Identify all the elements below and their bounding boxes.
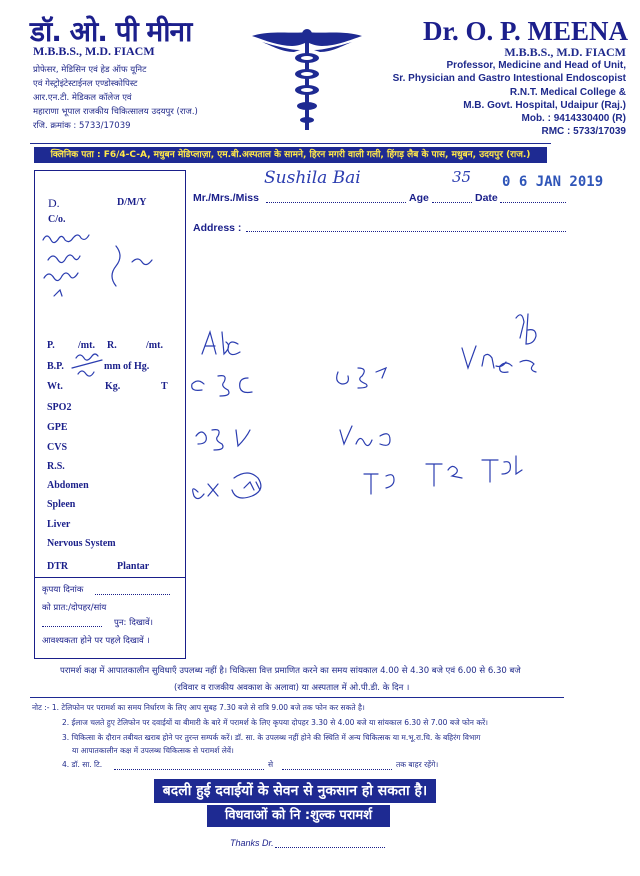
thanks-label: Thanks Dr. [230,838,274,848]
pulse-unit: /mt. [78,340,95,351]
plantar-label: Plantar [117,561,150,572]
english-line-3: R.N.T. Medical College & [509,87,626,98]
rs-label: R.S. [47,461,65,472]
date-stamp: 0 6 JAN 2019 [502,174,604,190]
resp-unit: /mt. [146,340,163,351]
clinic-address-bar: क्लिनिक पता : F6/4-C-A, मधुबन मेडिप्लाज़ा, एम.बी.अस्पताल के सामने, हिरन मगरी वाली गली, हिंगड़ लैब के पास, मधुबन, उदयपुर (राज.) [34,147,547,163]
hindi-line-3: आर.एन.टी. मेडिकल कॉलेज एवं [33,93,132,103]
liver-label: Liver [47,519,71,530]
hindi-degrees: M.B.B.S., M.D. FIACM [33,44,155,58]
rmc-number: RMC : 5733/17039 [541,126,626,137]
address-label: Address : [193,222,242,234]
note-4-to: तक बाहर रहेंगे। [396,760,439,769]
english-doctor-name: Dr. O. P. MEENA [422,16,628,46]
co-label: C/o. [48,214,66,225]
free-consultation-banner: विधवाओं को नि :शुल्क परामर्श [207,805,390,827]
hindi-line-5: रजि. क्रमांक : 5733/17039 [33,121,131,131]
age-field[interactable] [432,202,472,203]
handwritten-age: 35 [452,168,472,186]
followup-show-label: पुन: दिखावें। [114,618,153,628]
handwritten-bp [68,350,108,386]
date-field-label: Date [475,192,498,204]
address-field[interactable] [246,231,566,232]
dtr-label: DTR [47,561,69,572]
date-label: D. [48,196,60,210]
emergency-note-2: (रविवार व राजकीय अवकाश के अलावा) या अस्पताल में ओ.पी.डी. के दिन । [174,683,410,693]
date-field[interactable] [500,202,566,203]
hindi-line-4: महाराणा भूपाल राजकीय चिकित्सालय उदयपुर (राज.) [33,107,198,117]
divider [34,577,186,578]
nervous-system-label: Nervous System [47,538,116,549]
bp-label: B.P. [47,361,64,372]
caduceus-icon [248,24,366,136]
gpe-label: GPE [47,422,68,433]
handwritten-patient-name: Sushila Bai [264,168,361,188]
age-label: Age [409,192,429,204]
followup-time-label: को प्रात:/दोपहर/सांय [42,603,107,613]
note-3: 3. चिकित्सा के दौरान तबीयत खराब होने पर तुरन्त सम्पर्क करें। डॉ. सा. के उपलब्ध नहीं होने की स्थिति में अन्य चिकित्सक या म.भू.रा.चि. के बहिरंग विभाग [62,733,481,742]
pulse-label: P. [47,340,55,351]
temp-label: T [161,381,168,392]
followup-need-label: आवश्यकता होने पर पहले दिखावें । [42,636,150,646]
date-format-label: D/M/Y [117,197,147,208]
note-4-from-line[interactable] [114,769,264,770]
note-4-label: 4. डॉ. सा. टि. [62,760,103,769]
followup-date-label: कृपया दिनांक [42,585,84,595]
weight-unit: Kg. [105,381,121,392]
bp-unit: mm of Hg. [104,361,150,372]
divider [30,697,564,698]
followup-date-line [95,594,170,595]
mobile-number: Mob. : 9414330400 (R) [521,113,626,124]
followup-line [42,626,102,627]
note-4-to-line[interactable] [282,769,392,770]
weight-label: Wt. [47,381,63,392]
resp-label: R. [107,340,117,351]
cvs-label: CVS [47,442,68,453]
name-field[interactable] [266,202,406,203]
thanks-line[interactable] [275,847,385,848]
hindi-doctor-name: डॉ. ओ. पी मीना [30,15,192,48]
note-1: नोट :- 1. टेलिफोन पर परामर्श का समय निर्धारण के लिए आप सुबह 7.30 बजे से रात्रि 9.00 बजे तक फोन कर सकते है। [32,703,365,712]
emergency-note: परामर्श कक्ष में आपातकालीन सुविधाएँ उपलब्ध नहीं है। चिकित्सा वित्त प्रमाणित करने का समय सांयकाल 4.00 से 4.30 बजे एवं 6.00 से 6.30 बजे [60,666,521,676]
hindi-line-2: एवं गेस्ट्रोइंटेस्टाईनल एण्डोस्कोपिस्ट [33,79,138,89]
medicine-warning-banner: बदली हुई दवाईयों के सेवन से नुकसान हो सकता है। [154,779,436,803]
english-degrees: M.B.B.S., M.D. FIACM [504,45,626,59]
note-4-from: से [268,760,274,769]
handwritten-complaints [40,226,170,306]
divider [30,143,551,144]
abdomen-label: Abdomen [47,480,89,491]
english-line-2: Sr. Physician and Gastro Intestional Endoscopist [392,73,626,84]
handwritten-prescription [190,306,580,516]
spleen-label: Spleen [47,499,76,510]
note-3-cont: या आपातकालीन कक्ष में उपलब्ध चिकित्सक से परामर्श लेवें। [72,746,234,755]
note-2: 2. ईलाज चलते हुए टेलिफोन पर दवाईयों या बीमारी के बारे में परामर्श के लिए कृपया दोपहर 3.30 से 4.00 बजे या सांयकाल 6.30 से 7.00 बजे फोन करें। [62,718,488,727]
english-line-1: Professor, Medicine and Head of Unit, [446,60,626,71]
spo2-label: SPO2 [47,402,72,413]
english-line-4: M.B. Govt. Hospital, Udaipur (Raj.) [463,100,626,111]
name-label: Mr./Mrs./Miss [193,192,259,204]
hindi-line-1: प्रोफेसर, मेडिसिन एवं हेड ऑफ यूनिट [33,65,147,75]
